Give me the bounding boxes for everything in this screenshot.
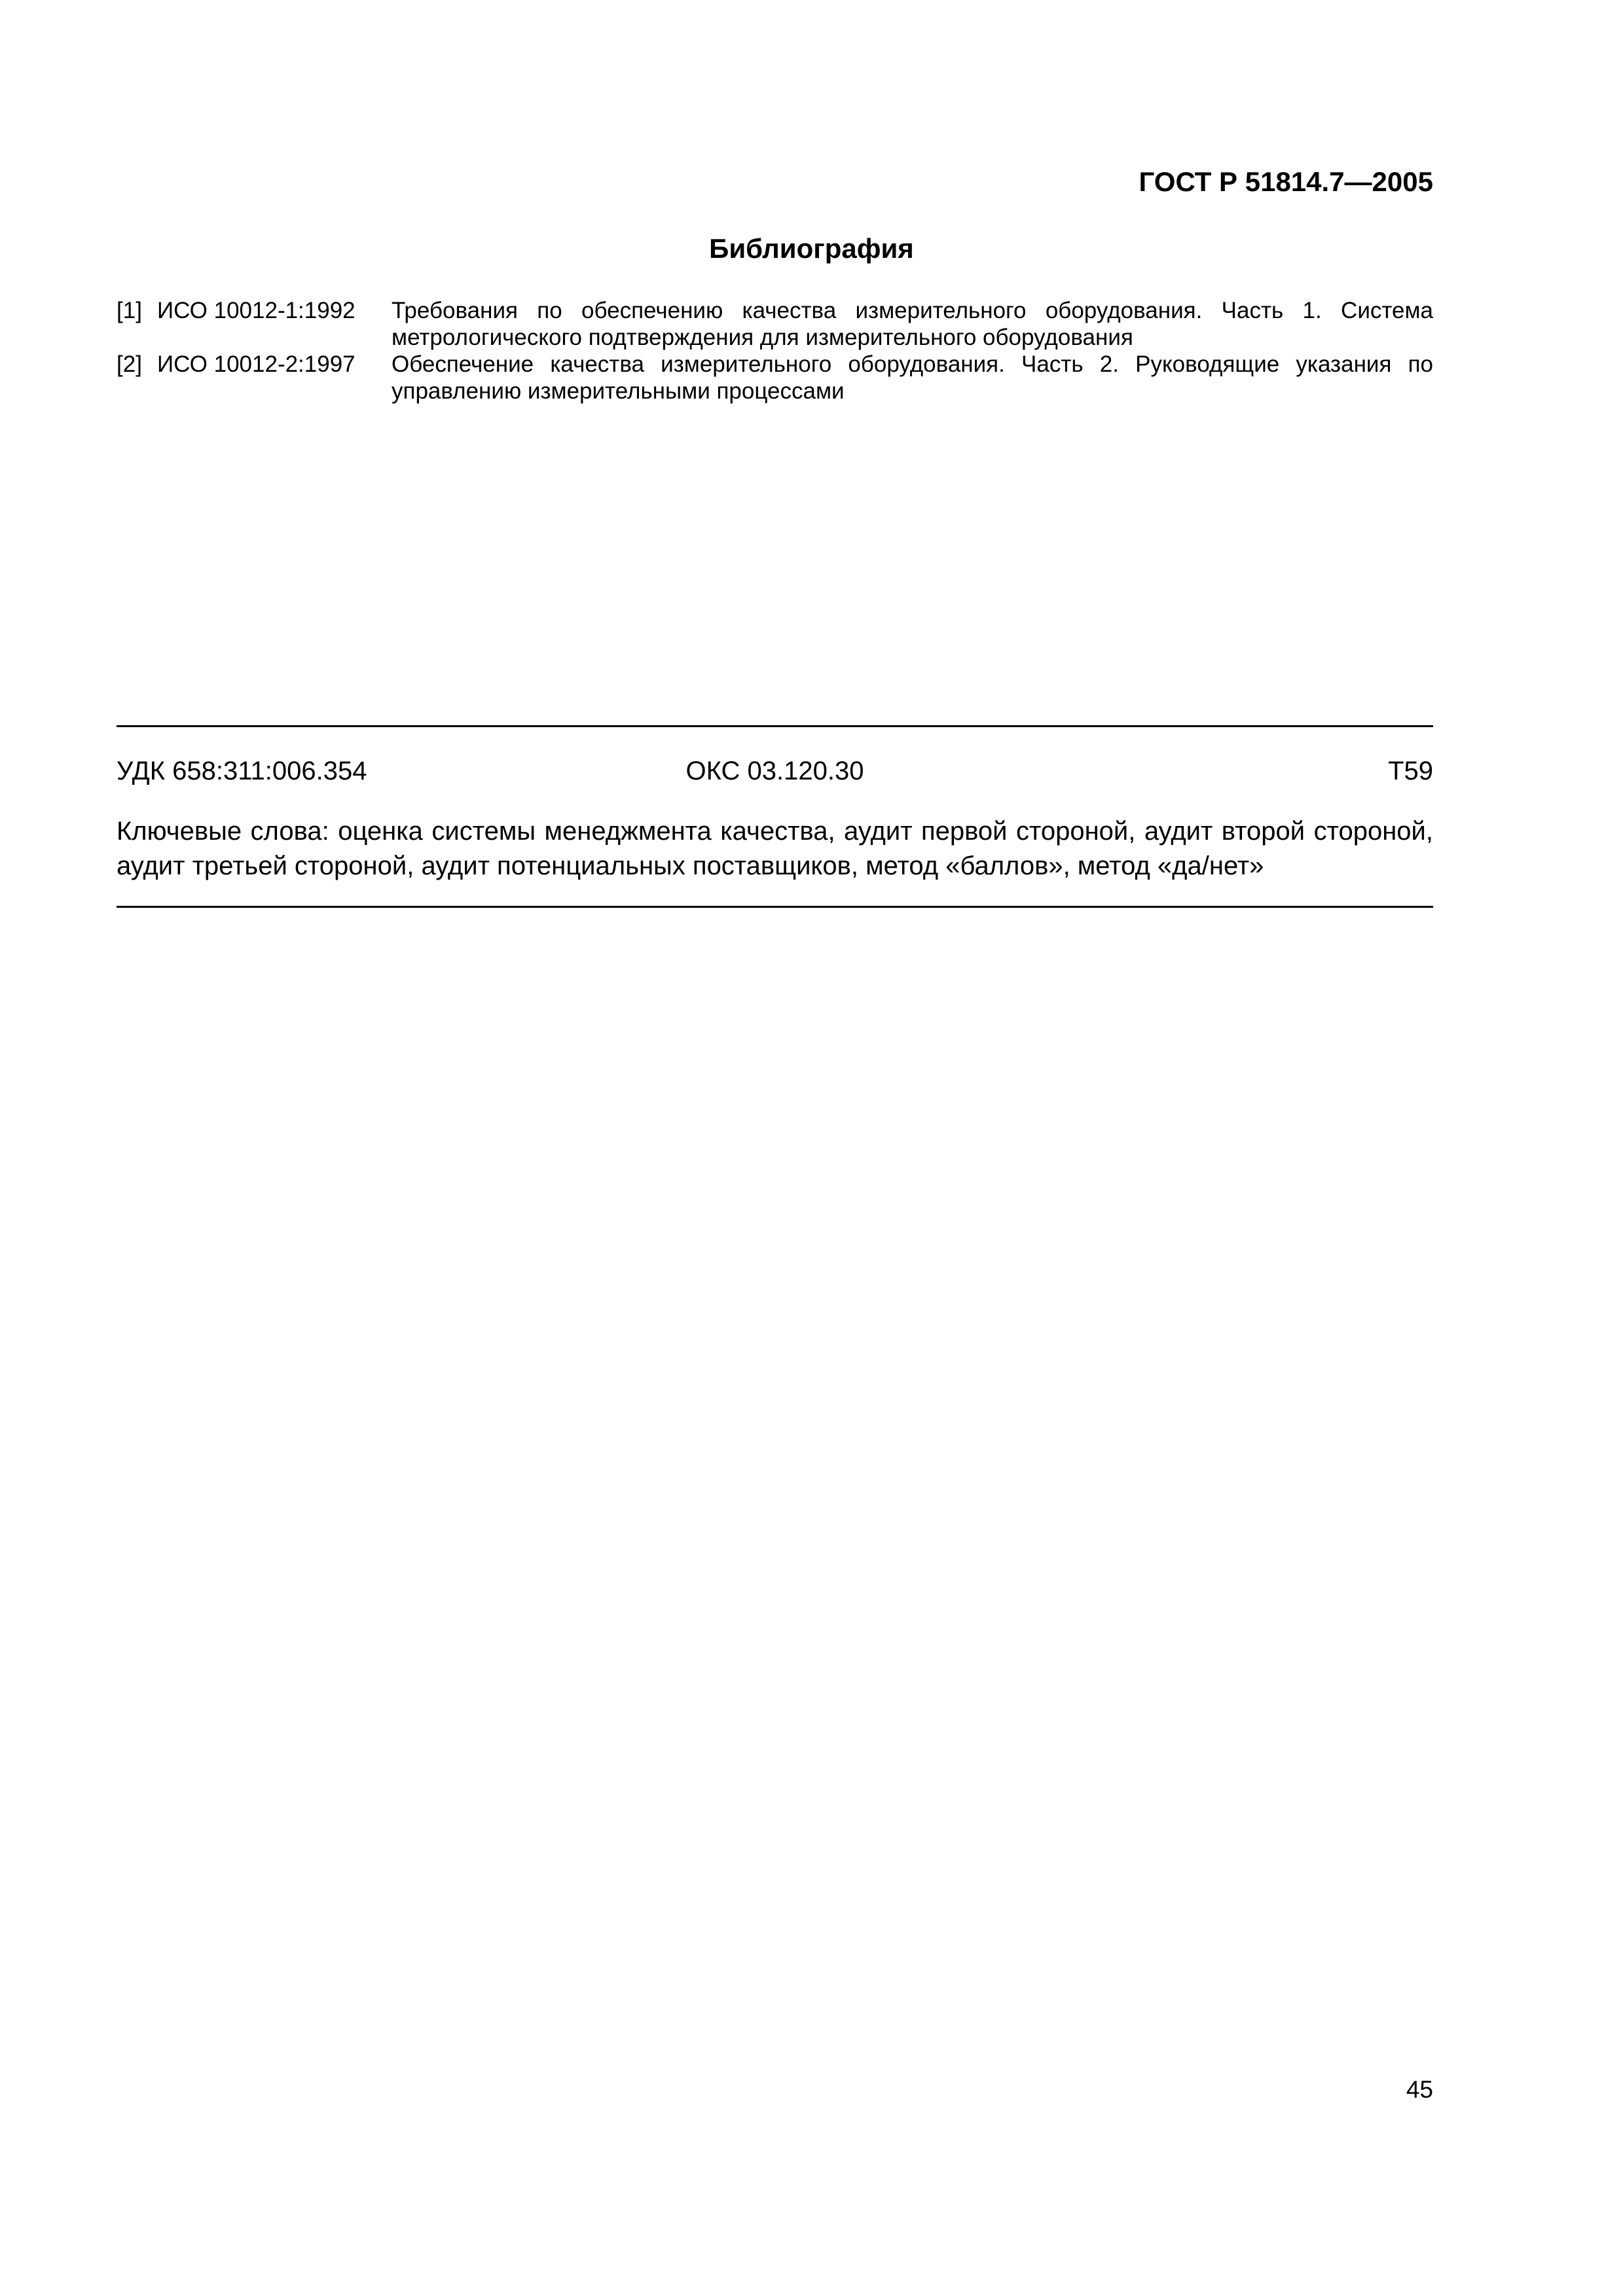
classification-row	[117, 753, 1433, 789]
udk-code: УДК 658:311:006.354	[117, 757, 367, 785]
top-divider	[117, 725, 1433, 727]
bibliography-item-number: [1]	[117, 298, 142, 323]
bibliography-item	[117, 297, 1433, 351]
oks-code: ОКС 03.120.30	[685, 757, 864, 785]
bibliography-item-text: Обеспечение качества измерительного оборудования. Часть 2. Руководящие указания по управлению измерительными процессами	[392, 351, 1433, 404]
bibliography-item	[117, 351, 1433, 404]
bottom-divider	[117, 906, 1433, 908]
bibliography-title: Библиография	[709, 233, 914, 264]
bibliography-item-number: [2]	[117, 351, 142, 377]
document-code: ГОСТ Р 51814.7—2005	[1139, 166, 1433, 197]
bibliography-item-standard: ИСО 10012-1:1992	[157, 298, 356, 323]
classification-code: Т59	[1388, 757, 1433, 785]
bibliography-item-text: Требования по обеспечению качества измерительного оборудования. Часть 1. Система метрологического подтверждения для измерительного оборудования	[392, 298, 1433, 350]
page-number: 45	[1406, 2076, 1433, 2103]
bibliography-list	[117, 297, 1433, 404]
bibliography-item-standard: ИСО 10012-2:1997	[157, 351, 356, 377]
keywords: Ключевые слова: оценка системы менеджмента качества, аудит первой стороной, аудит второй стороной, аудит третьей стороной, аудит потенциальных поставщиков, метод «баллов», метод «да/нет»	[117, 817, 1433, 880]
